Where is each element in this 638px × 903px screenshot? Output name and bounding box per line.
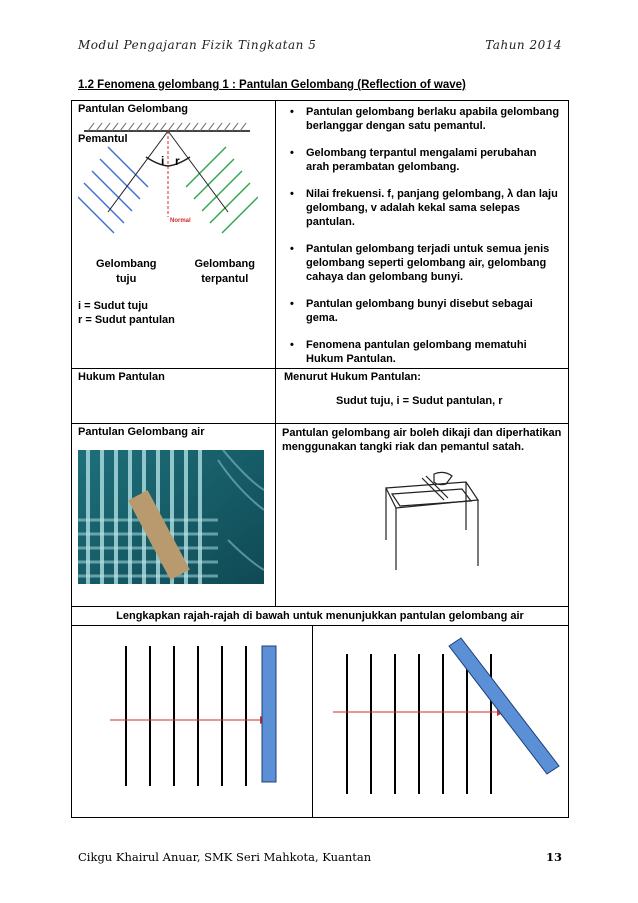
row-instruction (72, 607, 569, 626)
bullet-item: • Pantulan gelombang berlaku apabila gelombang berlanggar dengan satu pemantul. (290, 105, 562, 133)
row2-title: Hukum Pantulan (78, 371, 165, 383)
r-label: r (175, 154, 180, 168)
exercise-2[interactable] (313, 626, 569, 817)
angle-legend (78, 299, 269, 327)
footer-author: Cikgu Khairul Anuar, SMK Seri Mahkota, Kuantan (78, 850, 372, 864)
reflection-diagram-cell (72, 101, 276, 369)
reflection-svg (78, 117, 258, 257)
row3-desc: Pantulan gelombang air boleh dikaji dan diperhatikan menggunakan tangki riak dan pemantul satah. (282, 427, 562, 453)
ripple-desc-cell (276, 424, 569, 607)
reflector-angled (449, 638, 559, 774)
row3-title: Pantulan Gelombang air (78, 426, 205, 438)
row1-title: Pantulan Gelombang (78, 103, 189, 115)
legend-i: i = Sudut tuju (78, 300, 148, 312)
wave-labels (78, 257, 269, 287)
plane-reflector-exercise (72, 626, 312, 814)
reflected-wave-label: Gelombang terpantul (194, 258, 255, 285)
law-title-cell (72, 369, 276, 424)
bullet-item: • Pantulan gelombang terjadi untuk semua jenis gelombang seperti gelombang air, gelombang cahaya dan gelombang bunyi. (290, 242, 562, 284)
exercise-cell (72, 626, 569, 818)
row-reflection (72, 101, 569, 369)
incident-wave-label: Gelombang tuju (96, 258, 157, 285)
ripple-photo (78, 450, 264, 584)
header-title: Modul Pengajaran Fizik Tingkatan 5 (78, 38, 317, 52)
i-label: i (161, 154, 165, 168)
normal-label: Normal (170, 218, 191, 224)
law-statement: Sudut tuju, i = Sudut pantulan, r (336, 395, 503, 407)
header-year: Tahun 2014 (485, 38, 562, 52)
exercise-1[interactable] (72, 626, 313, 817)
reflector-vertical (262, 646, 276, 782)
instruction-cell (72, 607, 569, 626)
ripple-tank-sketch (374, 470, 494, 580)
section-title: 1.2 Fenomena gelombang 1 : Pantulan Gelombang (Reflection of wave) (78, 79, 466, 91)
legend-r: r = Sudut pantulan (78, 314, 175, 326)
bullet-item: • Nilai frekuensi. f, panjang gelombang, λ dan laju gelombang, v adalah kekal sama selepas pantulan. (290, 187, 562, 229)
law-intro: Menurut Hukum Pantulan: (284, 371, 421, 383)
bullet-list (280, 105, 562, 366)
bullet-item: • Pantulan gelombang bunyi disebut sebagai gema. (290, 297, 562, 325)
reflector-label: Pemantul (78, 133, 128, 145)
law-content-cell (276, 369, 569, 424)
bullet-item: • Gelombang terpantul mengalami perubahan arah perambatan gelombang. (290, 146, 562, 174)
angled-reflector-exercise (313, 626, 568, 814)
row-ripple-tank (72, 424, 569, 607)
bullet-item: • Fenomena pantulan gelombang mematuhi Hukum Pantulan. (290, 338, 562, 366)
content-table (71, 100, 569, 818)
reflection-notes-cell (276, 101, 569, 369)
exercise-table (72, 626, 568, 817)
reflection-diagram (78, 117, 269, 257)
row-exercise (72, 626, 569, 818)
row-law (72, 369, 569, 424)
ripple-photo-cell (72, 424, 276, 607)
instruction-text: Lengkapkan rajah-rajah di bawah untuk menunjukkan pantulan gelombang air (116, 610, 524, 622)
page-number: 13 (545, 850, 562, 864)
